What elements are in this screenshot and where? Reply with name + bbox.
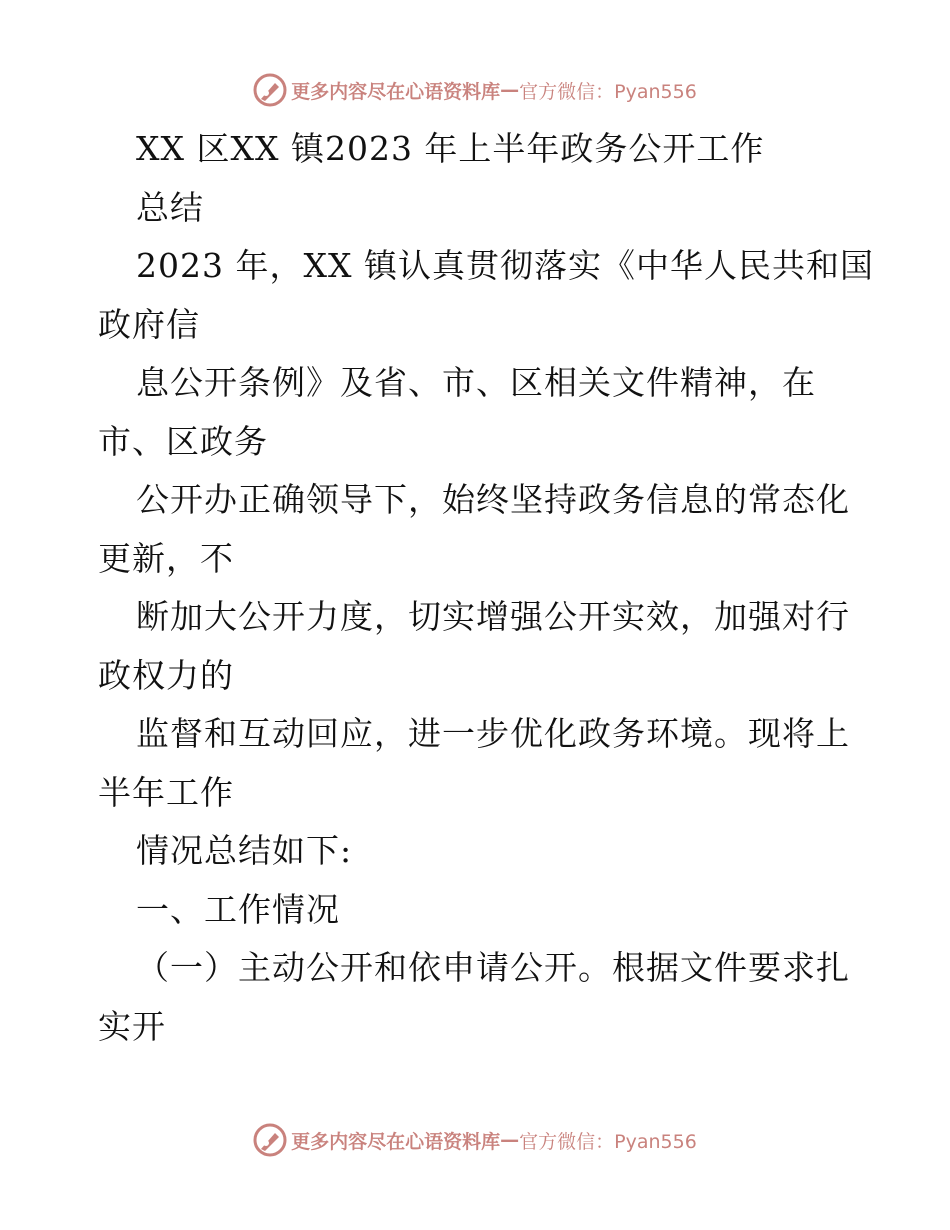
pen-logo-icon [253,73,287,107]
paragraph-line: 更新，不 [98,538,234,578]
paragraph-line: 政权力的 [98,655,234,695]
paragraph-line: 2023 年，XX 镇认真贯彻落实《中华人民共和国 [136,246,874,285]
watermark-dash: — [500,1129,520,1151]
watermark-wechat: 官方微信：Pyan556 [519,1130,697,1153]
paragraph-line: 政府信 [98,304,200,344]
paragraph-line: 息公开条例》及省、市、区相关文件精神，在 [136,363,816,402]
footer-watermark [0,1120,950,1160]
paragraph-line: 公开办正确领导下，始终坚持政务信息的常态化 [136,480,850,519]
paragraph-line: 断加大公开力度，切实增强公开实效，加强对行 [136,597,850,636]
title-line-2: 总结 [136,187,204,227]
document-body [98,120,874,1056]
watermark-text: 更多内容尽在心语资料库 [291,80,501,103]
subsection-line: （一）主动公开和依申请公开。根据文件要求扎 [136,948,850,987]
watermark-wechat: 官方微信：Pyan556 [519,80,697,103]
watermark-dash: — [500,79,520,101]
section-heading: 一、工作情况 [136,889,340,929]
pen-logo-icon [253,1123,287,1157]
paragraph-line: 监督和互动回应，进一步优化政务环境。现将上 [136,714,850,753]
watermark-text: 更多内容尽在心语资料库 [291,1130,501,1153]
header-watermark [0,70,950,110]
title-line-1: XX 区XX 镇2023 年上半年政务公开工作 [136,129,765,168]
paragraph-line: 情况总结如下: [136,831,353,870]
paragraph-line: 半年工作 [98,772,234,812]
paragraph-line: 市、区政务 [98,421,268,461]
paragraph-line: 实开 [98,1006,166,1046]
